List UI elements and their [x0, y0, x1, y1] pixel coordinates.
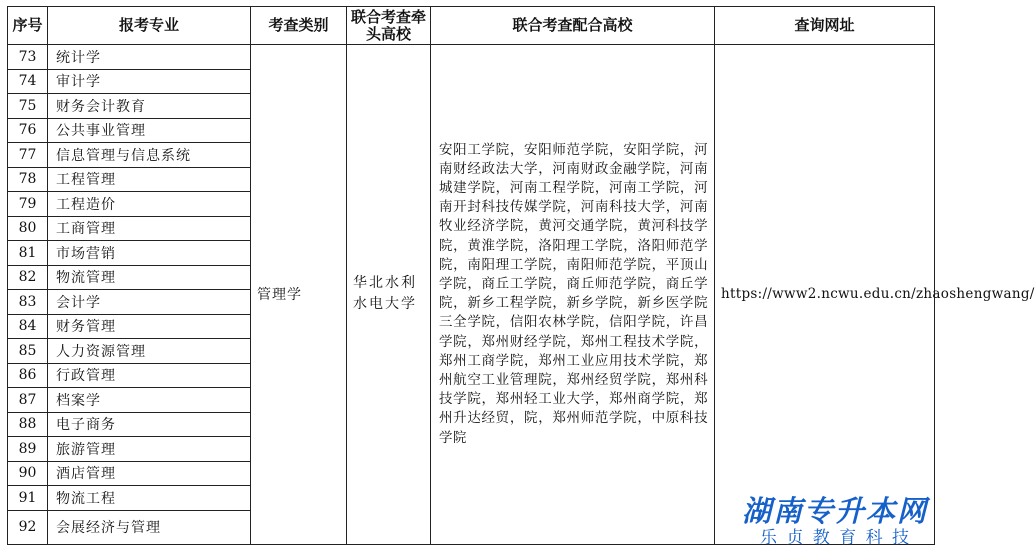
- row-number: 77: [8, 143, 48, 168]
- row-number: 88: [8, 412, 48, 437]
- row-major: 会计学: [48, 290, 251, 315]
- header-row: [8, 7, 935, 45]
- row-number: 87: [8, 388, 48, 413]
- row-major: 行政管理: [48, 363, 251, 388]
- row-major: 财务会计教育: [48, 94, 251, 119]
- row-number: 78: [8, 167, 48, 192]
- row-number: 76: [8, 118, 48, 143]
- row-major: 物流工程: [48, 486, 251, 511]
- row-major: 会展经济与管理: [48, 510, 251, 544]
- row-number: 79: [8, 192, 48, 217]
- header-query-url: 查询网址: [715, 7, 935, 45]
- row-number: 74: [8, 69, 48, 94]
- lead-school-cell: 华北水利水电大学: [347, 45, 431, 545]
- row-major: 旅游管理: [48, 437, 251, 462]
- header-major: 报考专业: [48, 7, 251, 45]
- row-number: 84: [8, 314, 48, 339]
- row-major: 档案学: [48, 388, 251, 413]
- row-major: 工程造价: [48, 192, 251, 217]
- row-major: 电子商务: [48, 412, 251, 437]
- row-major: 统计学: [48, 45, 251, 70]
- header-category: 考查类别: [251, 7, 347, 45]
- query-url-link[interactable]: https://www2.ncwu.edu.cn/zhaoshengwang/: [715, 45, 935, 545]
- watermark-title: 湖南专升本网: [741, 494, 928, 528]
- row-number: 89: [8, 437, 48, 462]
- row-number: 73: [8, 45, 48, 70]
- row-major: 公共事业管理: [48, 118, 251, 143]
- row-number: 81: [8, 241, 48, 266]
- header-partner-schools: 联合考查配合高校: [431, 7, 715, 45]
- admissions-table: [7, 6, 1035, 545]
- header-lead-school: 联合考查牵头高校: [347, 7, 431, 45]
- category-cell: 管理学: [251, 45, 347, 545]
- row-major: 审计学: [48, 69, 251, 94]
- partner-schools-cell: 安阳工学院，安阳师范学院，安阳学院，河南财经政法大学，河南财政金融学院，河南城建学院，河南工程学院，河南工学院，河南开封科技传媒学院，河南科技大学，河南牧业经济学院，黄河交通学院，黄河科技学院，黄淮学院，洛阳理工学院，洛阳师范学院，南阳理工学院，南阳师范学院，平顶山学院，商丘工学院，商丘师范学院，商丘学院，新乡工程学院，新乡学院，新乡医学院三全学院，信阳农林学院，信阳学院，许昌学院，郑州财经学院，郑州工程技术学院，郑州工商学院，郑州工业应用技术学院，郑州航空工业管理院，郑州经贸学院，郑州科技学院，郑州轻工业大学，郑州商学院，郑州升达经贸，院，郑州师范学院，中原科技学院: [431, 45, 715, 545]
- row-major: 人力资源管理: [48, 339, 251, 364]
- row-number: 75: [8, 94, 48, 119]
- row-major: 工商管理: [48, 216, 251, 241]
- row-major: 信息管理与信息系统: [48, 143, 251, 168]
- row-major: 物流管理: [48, 265, 251, 290]
- row-number: 91: [8, 486, 48, 511]
- watermark-subtitle: 乐 贞 教 育 科 技: [759, 528, 911, 548]
- row-major: 酒店管理: [48, 461, 251, 486]
- row-number: 82: [8, 265, 48, 290]
- row-major: 工程管理: [48, 167, 251, 192]
- row-number: 85: [8, 339, 48, 364]
- table-row: [8, 45, 935, 70]
- row-major: 财务管理: [48, 314, 251, 339]
- row-major: 市场营销: [48, 241, 251, 266]
- header-seq: 序号: [8, 7, 48, 45]
- watermark-logo: [740, 494, 930, 548]
- row-number: 80: [8, 216, 48, 241]
- row-number: 90: [8, 461, 48, 486]
- row-number: 86: [8, 363, 48, 388]
- row-number: 92: [8, 510, 48, 544]
- row-number: 83: [8, 290, 48, 315]
